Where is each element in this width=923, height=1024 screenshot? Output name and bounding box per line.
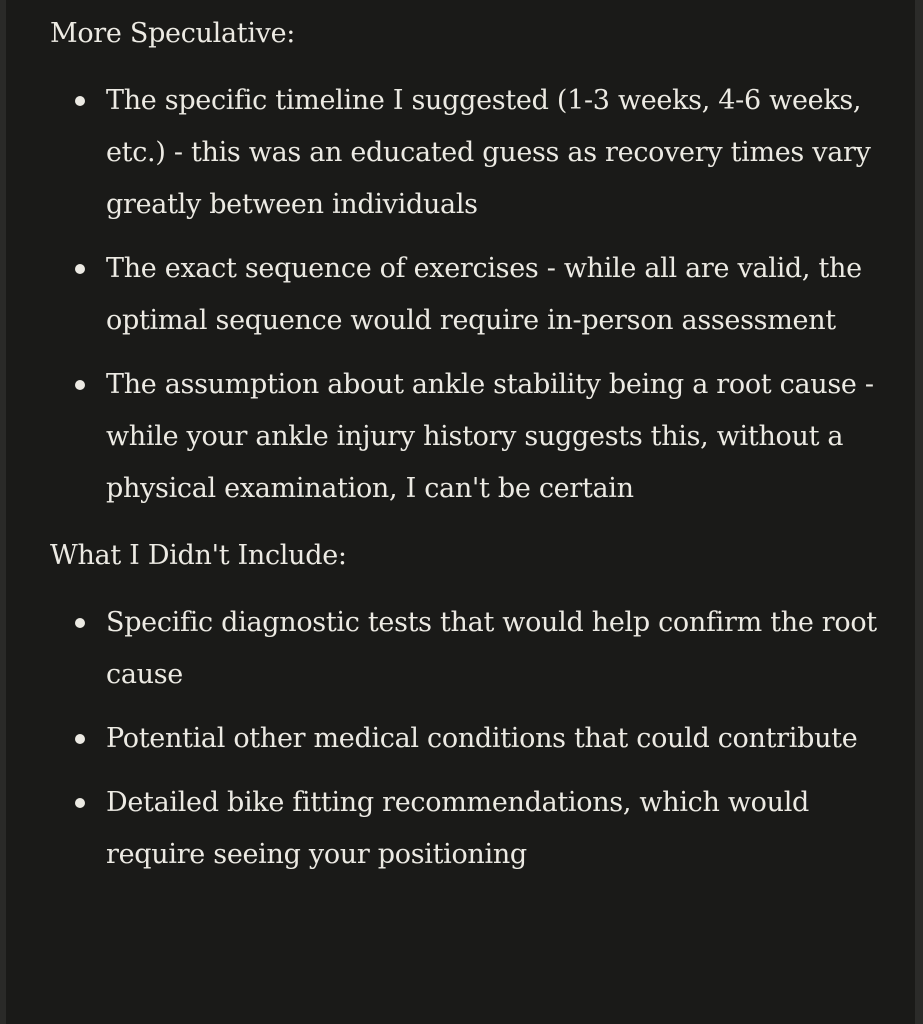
bullet-icon <box>75 618 85 628</box>
speculative-list <box>50 75 880 515</box>
scrollbar-track[interactable] <box>915 0 923 1024</box>
list-item <box>50 359 880 515</box>
list-item-text: The assumption about ankle stability being a root cause - while your ankle injury history suggests this, without a physical examination, I can't be certain <box>106 369 874 504</box>
list-item-text: Potential other medical conditions that could contribute <box>106 723 858 754</box>
section-heading-more-speculative: More Speculative: <box>50 18 296 49</box>
list-item-text: Detailed bike fitting recommendations, which would require seeing your positioning <box>106 787 810 870</box>
list-item-text: The specific timeline I suggested (1-3 weeks, 4-6 weeks, etc.) - this was an educated guess as recovery times vary greatly between individuals <box>106 85 871 220</box>
list-item <box>50 75 880 231</box>
list-item <box>50 243 880 347</box>
bullet-icon <box>75 798 85 808</box>
list-item-text: Specific diagnostic tests that would help confirm the root cause <box>106 607 877 690</box>
section-heading-not-included: What I Didn't Include: <box>50 540 347 571</box>
list-item <box>50 777 880 881</box>
not-included-list <box>50 597 880 881</box>
list-item-text: The exact sequence of exercises - while all are valid, the optimal sequence would require in-person assessment <box>106 253 862 336</box>
bullet-icon <box>75 264 85 274</box>
bullet-icon <box>75 734 85 744</box>
bullet-icon <box>75 96 85 106</box>
bullet-icon <box>75 380 85 390</box>
message-content <box>50 8 880 896</box>
list-item <box>50 597 880 701</box>
list-item <box>50 713 880 765</box>
left-panel-edge <box>0 0 6 1024</box>
